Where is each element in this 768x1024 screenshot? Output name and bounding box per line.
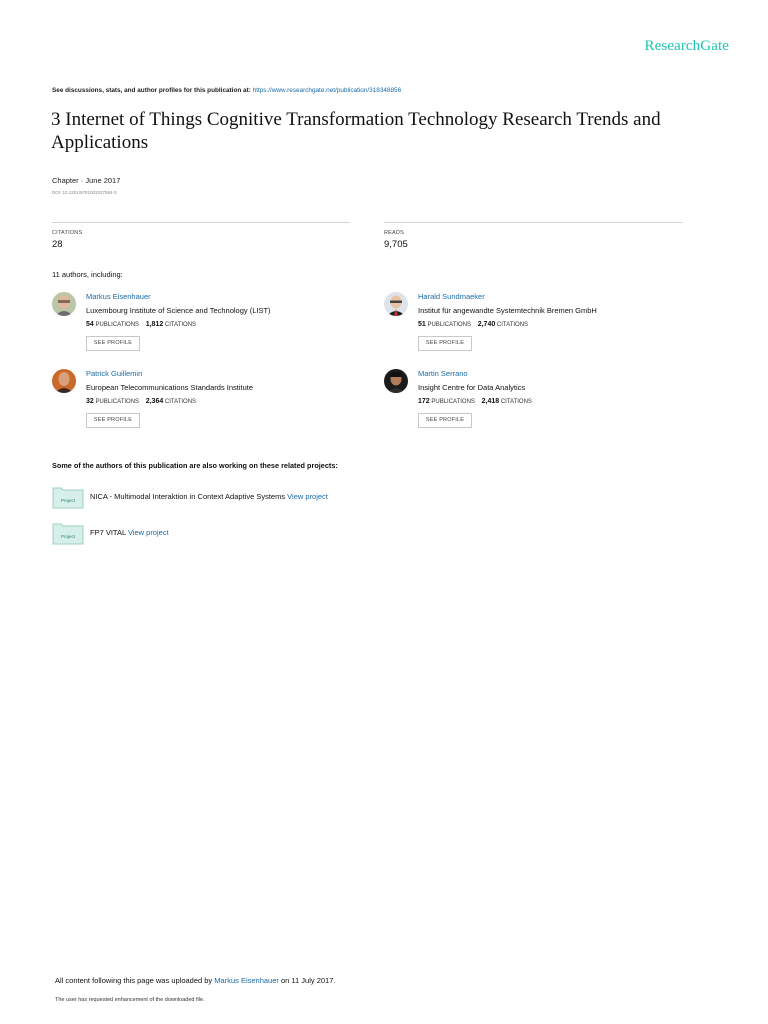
author-card — [52, 292, 352, 362]
author-counts — [86, 321, 196, 328]
discussion-line — [52, 87, 401, 94]
author-counts — [86, 398, 196, 405]
publication-url-link[interactable]: https://www.researchgate.net/publication/318348856 — [252, 87, 402, 94]
author-institution: European Telecommunications Standards Institute — [86, 383, 254, 392]
divider-reads — [384, 222, 683, 223]
author-name-link[interactable]: Martin Serrano — [418, 369, 468, 378]
discussion-prefix: See discussions, stats, and author profiles for this publication at: — [52, 87, 253, 94]
author-name-link[interactable]: Harald Sundmaeker — [418, 292, 485, 301]
publications-count: 32 — [86, 398, 94, 405]
citations-count: 2,418 — [481, 398, 500, 405]
reads-value: 9,705 — [384, 239, 408, 250]
author-avatar[interactable] — [384, 292, 408, 316]
author-card — [52, 369, 352, 439]
author-counts — [418, 321, 528, 328]
see-profile-button[interactable]: SEE PROFILE — [86, 413, 140, 428]
see-profile-button[interactable]: SEE PROFILE — [418, 413, 472, 428]
author-counts — [418, 398, 532, 405]
publications-count: 172 — [418, 398, 430, 405]
see-profile-button[interactable]: SEE PROFILE — [86, 336, 140, 351]
publications-count: 54 — [86, 321, 94, 328]
related-project — [52, 521, 572, 545]
upload-suffix: on 11 July 2017. — [278, 976, 336, 985]
related-project — [52, 485, 572, 509]
author-card — [384, 369, 684, 439]
author-name-link[interactable]: Markus Eisenhauer — [86, 292, 151, 301]
publications-label: PUBLICATIONS — [431, 399, 475, 405]
project-icon-label: Project — [60, 534, 76, 539]
related-projects-heading: Some of the authors of this publication are also working on these related projects: — [52, 461, 338, 470]
view-project-link[interactable]: View project — [127, 528, 169, 537]
project-line — [90, 528, 169, 537]
divider-citations — [52, 222, 350, 223]
citations-count: 2,364 — [145, 398, 164, 405]
project-icon-label: Project — [60, 498, 76, 503]
author-institution: Insight Centre for Data Analytics — [418, 383, 526, 392]
citations-label: CITATIONS — [496, 322, 529, 328]
publications-label: PUBLICATIONS — [95, 322, 140, 328]
reads-label: READS — [384, 230, 404, 236]
researchgate-logo[interactable]: ResearchGate — [644, 38, 729, 54]
publication-type-date: Chapter · June 2017 — [52, 176, 121, 185]
publications-label: PUBLICATIONS — [427, 322, 472, 328]
project-title: NICA - Multimodal Interaktion in Context Adaptive Systems — [90, 492, 288, 501]
citations-label: CITATIONS — [52, 230, 83, 236]
enhancement-note: The user has requested enhancement of the downloaded file. — [55, 997, 205, 1003]
author-institution: Institut für angewandte Systemtechnik Bremen GmbH — [418, 306, 597, 315]
author-institution: Luxembourg Institute of Science and Technology (LIST) — [86, 306, 271, 315]
author-avatar[interactable] — [52, 292, 76, 316]
citations-label: CITATIONS — [500, 399, 532, 405]
project-folder-icon — [52, 485, 84, 509]
author-avatar[interactable] — [52, 369, 76, 393]
citations-count: 1,812 — [145, 321, 164, 328]
author-avatar[interactable] — [384, 369, 408, 393]
publication-title: 3 Internet of Things Cognitive Transformation Technology Research Trends and Applications — [51, 109, 661, 153]
upload-prefix: All content following this page was uploaded by — [55, 976, 215, 985]
view-project-link[interactable]: View project — [287, 492, 328, 501]
citations-label: CITATIONS — [164, 322, 197, 328]
uploader-link[interactable]: Markus Eisenhauer — [214, 976, 279, 985]
author-name-link[interactable]: Patrick Guillemin — [86, 369, 143, 378]
project-title: FP7 VITAL — [90, 528, 128, 537]
authors-heading: 11 authors, including: — [52, 270, 123, 279]
upload-notice — [55, 976, 335, 985]
publications-count: 51 — [418, 321, 426, 328]
see-profile-button[interactable]: SEE PROFILE — [418, 336, 472, 351]
citations-label: CITATIONS — [164, 399, 197, 405]
project-folder-icon — [52, 521, 84, 545]
citations-count: 2,740 — [477, 321, 496, 328]
citations-value: 28 — [52, 239, 63, 250]
publication-doi[interactable]: DOI: 10.1201/9781003337584-3 — [52, 190, 117, 195]
author-card — [384, 292, 684, 362]
project-line — [90, 492, 328, 501]
publications-label: PUBLICATIONS — [95, 399, 140, 405]
